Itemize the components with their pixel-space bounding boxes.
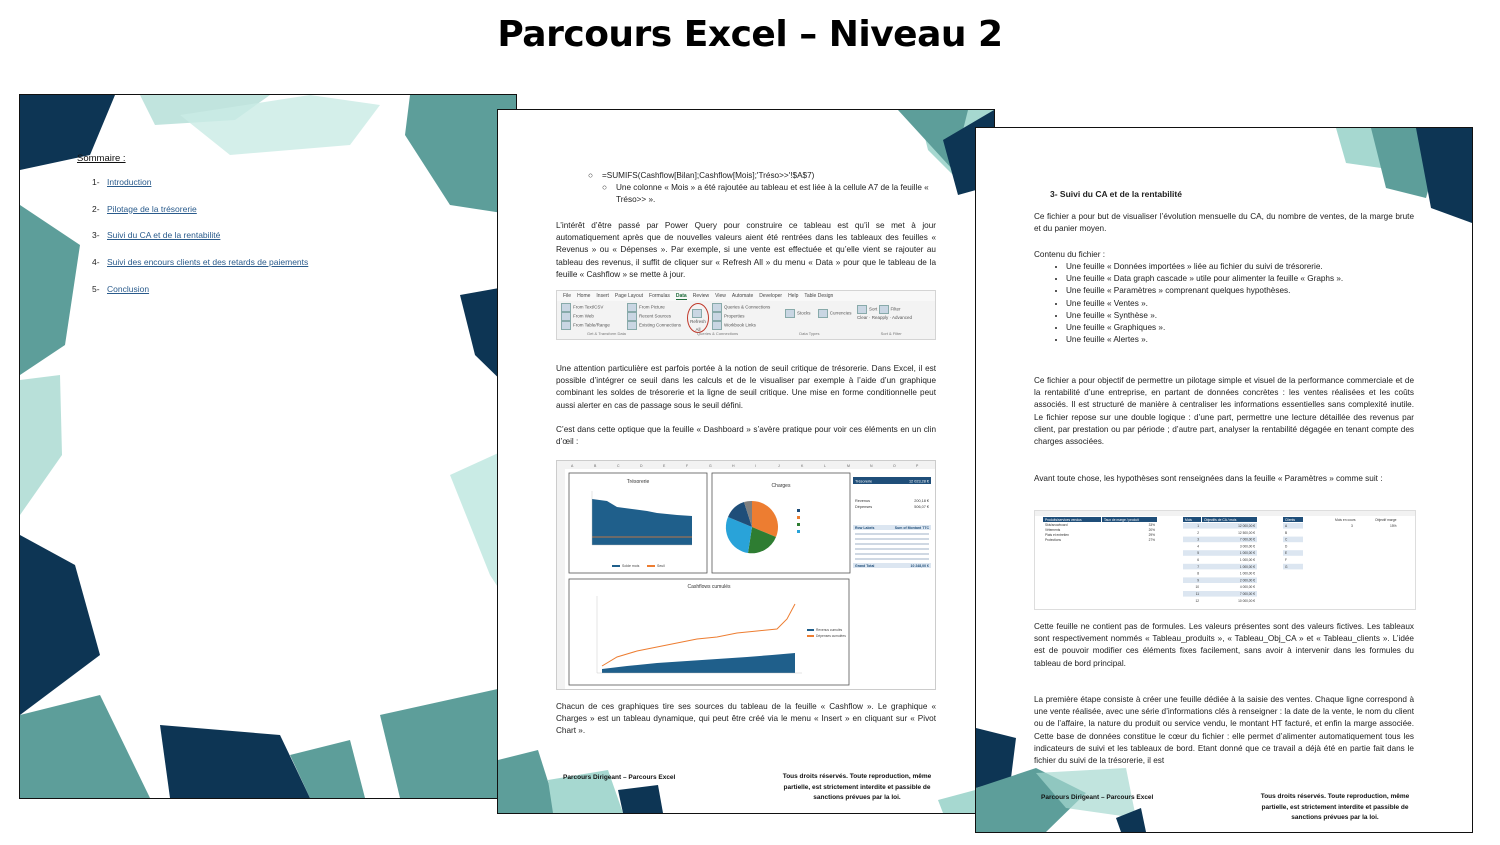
ribbon-tab: Automate (731, 293, 754, 299)
paragraph-objectif: Ce fichier a pour objectif de permettre un pilotage simple et visuel de la performance commerciale et de la rentabilité d’une entreprise, en partant de données concrètes : les ventes réalisées et les coûts associés. Il est structuré de manière à centraliser les informations essentielles sans complexité inutile. Le fichier repose sur une double logique : d’une part, permettre une lecture détaillée des revenus par client, par prestation ou par période ; d’autre part, analyser la rentabilité dégagée en tenant compte des charges associées. (1034, 376, 1414, 447)
ribbon-tab: Formulas (649, 293, 670, 299)
excel-ribbon-screenshot (556, 290, 936, 340)
ribbon-group-sources (627, 303, 681, 330)
toc-item[interactable] (92, 230, 308, 257)
toc-item[interactable] (92, 204, 308, 231)
dashboard-charts (557, 461, 935, 689)
column-letter: K (801, 464, 804, 468)
ribbon-item: Clear · Reapply · Advanced (857, 315, 913, 320)
list-item: • Une feuille « Synthèse ». (1066, 310, 1426, 322)
toc-link[interactable]: Suivi des encours clients et des retards de paiements (107, 257, 309, 268)
ribbon-label: Currencies (829, 310, 852, 316)
product-name: Skis/snowboard (1045, 523, 1068, 527)
month-goal: 12 500,00 € (1238, 530, 1255, 535)
month-goal: 1 000,00 € (1239, 564, 1255, 569)
ribbon-caption: Data Types (799, 331, 820, 336)
table-icon (561, 321, 571, 330)
column-letter: N (870, 464, 873, 468)
legend-depenses: Dépenses cumulées (816, 634, 846, 638)
legend-seuil: Seuil (657, 564, 665, 568)
ribbon-label: From Web (573, 313, 594, 319)
list-item: • Une feuille « Ventes ». (1066, 298, 1426, 310)
ribbon-group-queries (712, 303, 770, 330)
column-letter: P (916, 464, 919, 468)
column-header-bar (557, 461, 935, 469)
toc-link[interactable]: Pilotage de la trésorerie (107, 203, 197, 214)
ribbon-item (857, 305, 912, 314)
ribbon-label: Properties (724, 313, 745, 319)
row-header-bar (557, 469, 565, 689)
month-number: 12 (1195, 598, 1199, 603)
ribbon-label: Refresh All (690, 319, 706, 332)
toc-number: 1- (92, 177, 100, 187)
paragraph-sources-graphiques: Chacun de ces graphiques tire ses sources du tableau de la feuille « Cashflow ». Le graphique « Charges » est un tableau dynamique, qui peut être créé via le menu « Insert » en cliquant sur « Pivot Chart ». (556, 702, 936, 736)
product-rows (1045, 523, 1155, 542)
column-letter: F (686, 464, 689, 468)
ribbon-caption: Queries & Connections (697, 331, 739, 336)
list-item: • Une feuille « Data graph cascade » utile pour alimenter la feuille « Graphs ». (1066, 273, 1426, 285)
toc-heading: Sommaire : (77, 153, 126, 164)
ribbon-label: Existing Connections (639, 322, 682, 328)
month-goal: 12 000,00 € (1238, 524, 1255, 528)
client-name: E (1285, 551, 1288, 556)
footer-left: Parcours Dirigeant – Parcours Excel (1041, 794, 1154, 801)
bullet-text: Une colonne « Mois » a été rajoutée au tableau et est liée à la cellule A7 de la feuille « Tréso>> ». (616, 183, 929, 205)
param-header: Clients (1285, 518, 1296, 522)
ribbon-item (712, 312, 770, 321)
client-name: G (1285, 564, 1288, 569)
client-name: D (1285, 544, 1288, 549)
param-header: Objectifs de CA / mois (1204, 518, 1237, 522)
document-page-sommaire (19, 94, 517, 799)
column-header-bar (1035, 511, 1415, 516)
ribbon-label: Advanced (892, 315, 913, 320)
ribbon-label: Workbook Links (724, 322, 756, 328)
month-number: 8 (1197, 571, 1199, 576)
legend-solde: Solde mois (622, 564, 640, 568)
current-month: 3 (1351, 524, 1353, 528)
column-letter: D (640, 464, 643, 468)
ribbon-captions (567, 330, 937, 338)
column-letter: B (594, 464, 597, 468)
column-letter: A (571, 464, 574, 468)
ribbon-label: Filter (890, 306, 901, 312)
month-goal: 1 000,00 € (1239, 571, 1255, 576)
picture-icon (627, 303, 637, 312)
file-icon (561, 303, 571, 312)
paragraph-premiere-etape: La première étape consiste à créer une feuille dédiée à la saisie des ventes. Chaque ligne correspond à une vente réalisée, avec une série d’informations clés à renseigner : la date de la vente, le nom du client ou de l’affaire, la nature du produit ou service vendu, le montant HT facturé, et enfin la marge associée. Cette base de données constitue le cœur du fichier : elle permet d’alimenter automatiquement tous les indicateurs de suivi et les tableaux de bord. Etant donné que ce travail a déjà été en partie fait dans le fichier du suivi de la trésorerie, il est (1034, 695, 1414, 766)
ribbon-tab: Home (577, 293, 591, 299)
ribbon-tab: Insert (596, 293, 609, 299)
footer-left: Parcours Dirigeant – Parcours Excel (563, 774, 676, 781)
kpi-revenus-label: Revenus (855, 499, 870, 503)
ribbon-tab: Developer (759, 293, 783, 299)
properties-icon (712, 312, 722, 321)
connections-icon (627, 321, 637, 330)
product-margin: 33% (1148, 523, 1155, 527)
ribbon-group-get-data (561, 303, 610, 330)
client-rows (1283, 523, 1303, 569)
product-margin: 27% (1148, 538, 1155, 542)
ribbon-tab: Table Design (804, 293, 834, 299)
kpi-tresorerie-label: Trésorerie (855, 479, 873, 484)
ribbon-label: Queries & Connections (724, 304, 771, 310)
footer-right: Tous droits réservés. Toute reproduction, même partielle, est strictement interdite et passible de sanctions prévues par la loi. (782, 773, 932, 801)
month-number: 3 (1197, 537, 1199, 542)
ribbon-tab: File (563, 293, 572, 299)
column-letter: H (732, 464, 735, 468)
pivot-head-left: Row Labels (855, 526, 875, 530)
links-icon (712, 321, 722, 330)
chart-tresorerie-title: Trésorerie (626, 479, 650, 485)
refresh-icon (692, 309, 702, 318)
page-title: Parcours Excel – Niveau 2 (497, 14, 1003, 55)
column-letter: L (824, 464, 826, 468)
currencies-icon (818, 309, 828, 318)
bullet-colonne-mois (602, 182, 938, 206)
client-name: C (1285, 537, 1288, 542)
toc-number: 4- (92, 257, 100, 268)
legend-swatch-depenses (807, 635, 814, 637)
month-number: 10 (1195, 585, 1199, 590)
toc-link[interactable]: Suivi du CA et de la rentabilité (107, 230, 221, 241)
paragraph-power-query: L’intérêt d’être passé par Power Query pour construire ce tableau est qu’il se met à jour automatiquement après que de nouvelles valeurs aient été rentrées dans les tableaux des feuilles « Revenus » ou « Dépenses ». Par exemple, si une vente est effectuée et qu’elle vient se rajouter au tableau des revenus, il suffit de cliquer sur « Refresh All » du menu « Data » pour que le tableau de la feuille « Cashflow » se mette à jour. (556, 221, 936, 279)
column-letter: J (778, 464, 780, 468)
product-name: Protections (1045, 538, 1061, 542)
month-goal: 7 000,00 € (1239, 592, 1255, 596)
ribbon-label: Clear (857, 315, 868, 320)
kpi-depenses-value: 506,07 € (914, 505, 929, 509)
month-number: 11 (1195, 592, 1199, 596)
month-number: 6 (1197, 558, 1199, 562)
ribbon-tab: Help (788, 293, 799, 299)
product-margin: 20% (1148, 528, 1155, 532)
ribbon-group-data-types (785, 309, 852, 318)
bullet-marker: ○ (588, 171, 593, 180)
toc-item[interactable] (92, 257, 308, 284)
pivot-rows (855, 533, 929, 560)
ribbon-tab: View (715, 293, 726, 299)
legend-swatch-revenus (807, 629, 814, 631)
footer-right: Tous droits réservés. Toute reproduction, même partielle, est strictement interdite et passible de sanctions prévues par la loi. (1260, 793, 1410, 821)
month-goal: 1 000,00 € (1239, 551, 1255, 556)
month-number: 7 (1197, 564, 1199, 569)
ribbon-label: From Table/Range (573, 322, 610, 328)
toc-item[interactable] (92, 284, 308, 311)
param-header: Produits/services vendus (1045, 518, 1082, 522)
section-heading: 3- Suivi du CA et de la rentabilité (1050, 189, 1182, 199)
month-goal: 2 000,00 € (1239, 578, 1255, 583)
toc-number: 2- (92, 203, 100, 214)
sheet-list (1054, 261, 1426, 346)
toc-link[interactable]: Introduction (107, 177, 152, 187)
chart-charges-title: Charges (771, 483, 791, 489)
month-goal: 10 000,00 € (1238, 598, 1255, 603)
paragraph-hypotheses: Avant toute chose, les hypothèses sont renseignées dans la feuille « Paramètres » comme suit : (1034, 474, 1383, 483)
ribbon-label: Sort (869, 306, 878, 312)
ribbon-tab: Review (692, 293, 710, 299)
dashboard-screenshot (556, 460, 936, 690)
legend-revenus: Revenus cumulés (816, 628, 843, 632)
month-number: 4 (1197, 544, 1199, 549)
list-item: • Une feuille « Graphiques ». (1066, 322, 1426, 334)
ribbon-tab-active: Data (675, 293, 687, 299)
column-letter: O (893, 464, 896, 468)
kpi-tresorerie-value: 12 023,28 € (908, 479, 929, 484)
parametres-table (1035, 511, 1415, 609)
filter-icon (879, 305, 889, 314)
charges-pie (726, 501, 778, 553)
ribbon-item (712, 303, 770, 312)
product-margin: 29% (1148, 533, 1155, 537)
list-item: • Une feuille « Données importées » liée au fichier du suivi de trésorerie. (1066, 261, 1426, 273)
column-letter: I (755, 464, 756, 468)
ribbon-caption: Sort & Filter (880, 331, 902, 336)
margin-goal: 15% (1390, 524, 1397, 528)
ribbon-label: From Text/CSV (573, 304, 604, 310)
ribbon-item (627, 321, 681, 330)
client-name: F (1285, 558, 1287, 562)
toc-number: 3- (92, 230, 100, 241)
month-goal: 4 000,00 € (1239, 585, 1255, 590)
recent-icon (627, 312, 637, 321)
parametres-screenshot (1034, 510, 1416, 610)
toc-link[interactable]: Conclusion (107, 283, 150, 294)
contenu-label: Contenu du fichier : (1034, 250, 1106, 259)
bullet-sumifs (588, 170, 942, 182)
stocks-icon (785, 309, 795, 318)
paragraph-but-fichier: Ce fichier a pour but de visualiser l’évolution mensuelle du CA, du nombre de ventes, de la marge brute et du panier moyen. (1034, 212, 1414, 234)
client-name: B (1285, 530, 1288, 535)
list-item: • Une feuille « Alertes ». (1066, 334, 1426, 346)
table-of-contents (92, 177, 308, 310)
legend-swatch-seuil (647, 565, 655, 567)
ribbon-label: From Picture (639, 304, 665, 310)
month-number: 9 (1197, 578, 1199, 583)
param-header: Mois en cours (1335, 518, 1356, 522)
paragraph-formules: Cette feuille ne contient pas de formules. Les valeurs présentes sont des valeurs fictives. Les tableaux sont respectivement nommés « Tableau_produits », « Tableau_Obj_CA » et « Tableau_clients ». L’idée est de pouvoir modifier ces éléments fixes facilement, sans avoir à intervenir dans les formules du tableau de bord principal. (1034, 622, 1414, 668)
month-number: 1 (1197, 524, 1199, 528)
ribbon-label: Stocks (797, 310, 811, 316)
toc-item[interactable] (92, 177, 308, 204)
product-name: Vêtements (1045, 528, 1061, 532)
ribbon-item (627, 312, 681, 321)
pivot-total-value: 10 248,00 € (910, 564, 929, 568)
document-page-suivi-ca (975, 127, 1473, 833)
ribbon-caption: Get & Transform Data (587, 331, 626, 336)
document-page-tresorerie (497, 109, 995, 814)
pivot-head-right: Sum of Montant TTC (894, 526, 929, 530)
column-letter: C (617, 464, 620, 468)
ribbon-item (627, 303, 681, 312)
ribbon-item (712, 321, 770, 330)
queries-icon (712, 303, 722, 312)
ribbon-tabs (557, 291, 935, 301)
product-name: Plats et entretien (1045, 533, 1069, 537)
web-icon (561, 312, 571, 321)
month-goal: 1 000,00 € (1239, 558, 1255, 562)
bullet-text: =SUMIFS(Cashflow[Bilan];Cashflow[Mois];'Tréso>>'!$A$7) (602, 171, 815, 180)
column-letter: G (709, 464, 712, 468)
ribbon-label: Reapply (871, 315, 889, 320)
toc-number: 5- (92, 283, 100, 294)
param-header: Taux de marge / produit (1104, 518, 1139, 522)
month-goal: 7 000,00 € (1239, 537, 1255, 542)
month-rows (1183, 523, 1257, 603)
ribbon-group-sort-filter (857, 305, 912, 322)
column-letter: M (847, 464, 850, 468)
param-header: Mois (1185, 518, 1192, 522)
ribbon-item (561, 303, 610, 312)
ribbon-label: Recent Sources (639, 313, 672, 319)
paragraph-dashboard: C’est dans cette optique que la feuille « Dashboard » s’avère pratique pour voir ces éléments en un clin d’œil : (556, 425, 936, 447)
ribbon-item (561, 321, 610, 330)
list-item: • Une feuille « Paramètres » comprenant quelques hypothèses. (1066, 285, 1426, 297)
sort-icon (857, 305, 867, 314)
ribbon-item (561, 312, 610, 321)
column-letter: E (663, 464, 666, 468)
month-goal: 3 000,00 € (1239, 544, 1255, 549)
month-number: 5 (1197, 551, 1199, 556)
kpi-depenses-label: Dépenses (855, 505, 873, 509)
kpi-revenus-value: 200,18 € (914, 499, 929, 503)
pivot-total-label: Grand Total (855, 564, 875, 568)
ribbon-tab: Page Layout (614, 293, 644, 299)
month-number: 2 (1197, 530, 1199, 535)
param-header: Objectif marge (1375, 518, 1397, 522)
client-name: A (1285, 524, 1288, 528)
bullet-marker: ○ (602, 183, 607, 192)
legend-swatch-solde (612, 565, 620, 567)
chart-cashflows-title: Cashflows cumulés (687, 584, 731, 590)
paragraph-seuil-critique: Une attention particulière est parfois portée à la notion de seuil critique de trésorerie. Dans Excel, il est possible d’intégrer ce seuil dans les calculs et de le visualiser par exemple à l’aide d’un graphique combinant les soldes de trésorerie et la ligne de seuil critique. Une mise en forme conditionnelle peut aussi alerter en cas de passage sous le seuil défini. (556, 364, 936, 410)
